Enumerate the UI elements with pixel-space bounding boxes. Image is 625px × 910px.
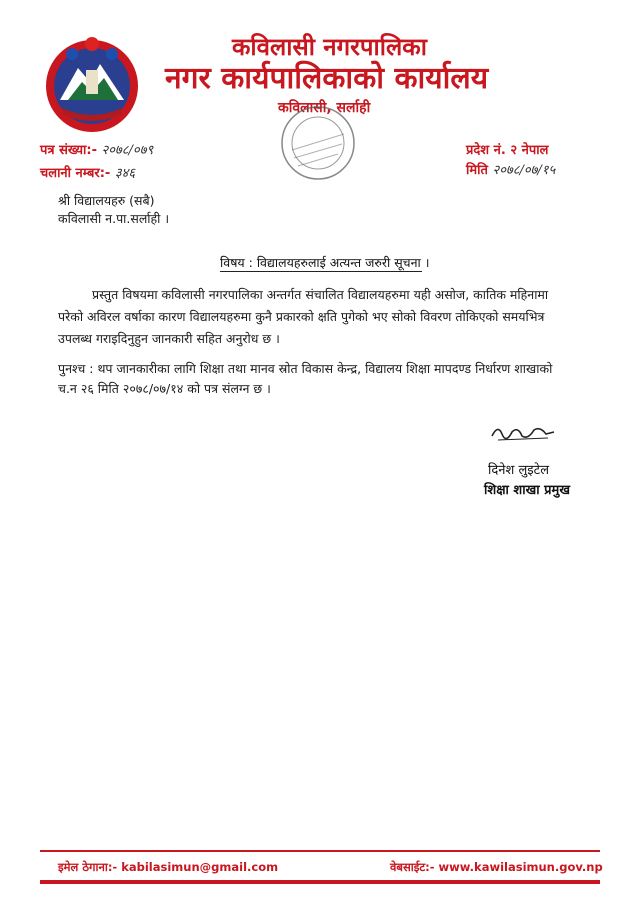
municipality-name: कविलासी नगरपालिका xyxy=(232,33,427,61)
website-value: www.kawilasimun.gov.np xyxy=(438,860,603,874)
subject: विषय : विद्यालयहरुलाई अत्यन्त जरुरी सूचना । xyxy=(220,255,430,270)
letter-number-label: पत्र संख्या:- xyxy=(40,143,97,158)
addressee-line2: कविलासी न.पा.सर्लाही । xyxy=(58,211,170,226)
letter-number xyxy=(40,140,153,158)
body-line1: प्रस्तुत विषयमा कविलासी नगरपालिका अन्तर्गत संचालित विद्यालयहरुमा यही असोज, कातिक महिनामा xyxy=(92,287,549,302)
province: प्रदेश नं. २ नेपाल xyxy=(466,143,549,158)
body-line2: परेको अविरल वर्षाका कारण विद्यालयहरुमा कुनै प्रकारको क्षति पुगेको भए सोको विवरण तोकिएको समयभित्र xyxy=(58,309,545,324)
nepal-emblem-icon xyxy=(38,30,146,138)
signatory-title: शिक्षा शाखा प्रमुख xyxy=(484,483,570,498)
addressee-line1: श्री विद्यालयहरु (सबै) xyxy=(58,193,155,208)
office-location: कविलासी, सर्लाही xyxy=(278,100,371,116)
website-label: वेबसाईट:- xyxy=(390,860,435,874)
body-line3: उपलब्ध गराइदिनुहुन जानकारी सहित अनुरोध छ । xyxy=(58,331,280,346)
signature-icon xyxy=(488,420,558,446)
office-name: नगर कार्यपालिकाको कार्यालय xyxy=(165,61,489,96)
dispatch-number-label: चलानी नम्बर:- xyxy=(40,166,111,181)
dispatch-number-value: ३४६ xyxy=(114,166,136,181)
signatory-name: दिनेश लुइटेल xyxy=(488,463,550,478)
postscript-line2: च.न २६ मिति २०७८/०७/१४ को पत्र संलग्न छ । xyxy=(58,381,271,396)
office-stamp-icon xyxy=(272,100,364,186)
letter-number-value: २०७८/०७९ xyxy=(101,143,154,158)
email-label: इमेल ठेगाना:- xyxy=(58,860,118,874)
date-label: मिति xyxy=(466,163,488,178)
dispatch-number xyxy=(40,163,135,181)
footer-bottom-rule xyxy=(40,880,600,884)
footer-email xyxy=(58,860,278,875)
footer-website xyxy=(390,860,603,875)
footer-top-rule xyxy=(40,850,600,852)
postscript-line1: पुनश्च : थप जानकारीका लागि शिक्षा तथा मानव स्रोत विकास केन्द्र, विद्यालय शिक्षा मापदण्ड निर्धारण शाखाको xyxy=(58,361,553,376)
subject-underline xyxy=(220,271,422,272)
letter-date xyxy=(466,160,555,178)
email-value: kabilasimun@gmail.com xyxy=(121,860,279,874)
date-value: २०७८/०७/१५ xyxy=(492,163,556,178)
